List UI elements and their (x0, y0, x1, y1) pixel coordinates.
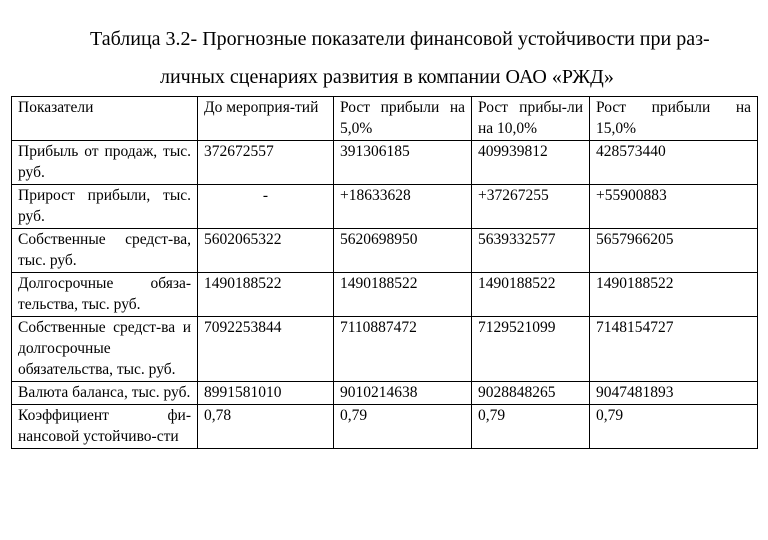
table-cell: 7129521099 (472, 317, 590, 382)
caption-line-2: личных сценариях развития в компании ОАО «РЖД» (160, 66, 614, 88)
table-cell: +37267255 (472, 185, 590, 229)
table-cell: 5620698950 (334, 229, 472, 273)
table-cell: 0,78 (198, 405, 334, 449)
table-header-row (12, 97, 758, 141)
table-cell: 1490188522 (590, 273, 758, 317)
header-cell-growth-10: Рост прибы-ли на 10,0% (472, 97, 590, 141)
caption-line-1: Таблица 3.2- Прогнозные показатели финансовой устойчивости при раз- (90, 28, 710, 50)
table-cell: 391306185 (334, 141, 472, 185)
table-cell: 9047481893 (590, 382, 758, 405)
table-row (12, 229, 758, 273)
row-label: Собственные средст-ва, тыс. руб. (12, 229, 198, 273)
table-cell: 5657966205 (590, 229, 758, 273)
table-cell: 5602065322 (198, 229, 334, 273)
table-row (12, 317, 758, 382)
table-cell: 428573440 (590, 141, 758, 185)
table-cell: 9010214638 (334, 382, 472, 405)
table-row (12, 185, 758, 229)
table-cell: 409939812 (472, 141, 590, 185)
table-row (12, 382, 758, 405)
table-row (12, 141, 758, 185)
table-cell: 1490188522 (472, 273, 590, 317)
table-row (12, 405, 758, 449)
table-cell: 0,79 (334, 405, 472, 449)
table-cell: 7148154727 (590, 317, 758, 382)
table-cell: 0,79 (590, 405, 758, 449)
table-cell: 9028848265 (472, 382, 590, 405)
table-row (12, 273, 758, 317)
header-cell-before-measures: До мероприя-тий (198, 97, 334, 141)
table-cell: 7092253844 (198, 317, 334, 382)
table-cell: 1490188522 (334, 273, 472, 317)
table-cell: 8991581010 (198, 382, 334, 405)
table-cell: 0,79 (472, 405, 590, 449)
table-cell: - (198, 185, 334, 229)
row-label: Прибыль от продаж, тыс. руб. (12, 141, 198, 185)
table-cell: 372672557 (198, 141, 334, 185)
table-cell: 1490188522 (198, 273, 334, 317)
row-label: Прирост прибыли, тыс. руб. (12, 185, 198, 229)
header-cell-growth-5: Рост прибыли на 5,0% (334, 97, 472, 141)
financial-stability-table (11, 96, 758, 449)
table-cell: 5639332577 (472, 229, 590, 273)
table-cell: +55900883 (590, 185, 758, 229)
header-cell-growth-15: Рост прибыли на 15,0% (590, 97, 758, 141)
table-cell: 7110887472 (334, 317, 472, 382)
row-label: Долгосрочные обяза-тельства, тыс. руб. (12, 273, 198, 317)
row-label: Коэффициент фи-нансовой устойчиво-сти (12, 405, 198, 449)
header-cell-indicators: Показатели (12, 97, 198, 141)
row-label: Собственные средст-ва и долгосрочные обязательства, тыс. руб. (12, 317, 198, 382)
row-label: Валюта баланса, тыс. руб. (12, 382, 198, 405)
table-cell: +18633628 (334, 185, 472, 229)
